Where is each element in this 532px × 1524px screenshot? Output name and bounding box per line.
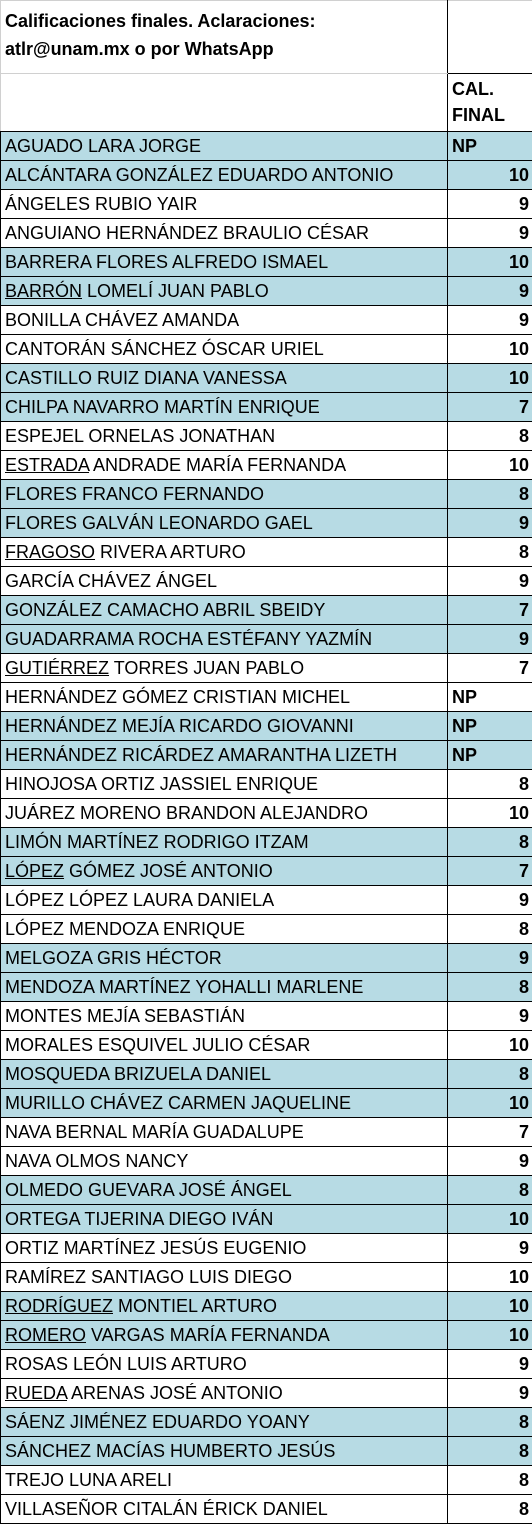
table-row [1,915,532,944]
student-name-cell[interactable] [1,364,448,393]
student-name-cell[interactable] [1,277,448,306]
table-row [1,741,532,770]
student-name-cell[interactable] [1,944,448,973]
student-name: MORALES ESQUIVEL JULIO CÉSAR [5,1035,310,1055]
table-row [1,1466,532,1495]
grade-cell[interactable]: 9 [448,277,532,306]
student-name-cell[interactable] [1,654,448,683]
student-name: MURILLO CHÁVEZ CARMEN JAQUELINE [5,1093,351,1113]
grade-cell[interactable]: 10 [448,1205,532,1234]
student-name: NAVA OLMOS NANCY [5,1151,188,1171]
student-name-cell[interactable] [1,799,448,828]
table-row [1,1263,532,1292]
student-name-cell[interactable] [1,335,448,364]
student-name: AGUADO LARA JORGE [5,136,201,156]
grade-cell[interactable]: 8 [448,973,532,1002]
header-row [1,74,532,132]
student-name: HERNÁNDEZ MEJÍA RICARDO GIOVANNI [5,716,354,736]
grade-cell[interactable]: 9 [448,567,532,596]
student-name-cell[interactable] [1,1292,448,1321]
student-name-cell[interactable] [1,1437,448,1466]
student-name: LOMELÍ JUAN PABLO [82,281,269,301]
table-row [1,1147,532,1176]
student-name-cell[interactable] [1,161,448,190]
student-name: TREJO LUNA ARELI [5,1470,172,1490]
student-name-cell[interactable] [1,567,448,596]
student-name-cell[interactable] [1,1176,448,1205]
student-name: MONTIEL ARTURO [113,1296,277,1316]
grade-cell[interactable]: NP [448,683,532,712]
student-name-cell[interactable] [1,422,448,451]
grade-cell[interactable]: 10 [448,248,532,277]
table-row [1,1350,532,1379]
student-name-cell[interactable] [1,1234,448,1263]
student-name: MELGOZA GRIS HÉCTOR [5,948,222,968]
table-row [1,1060,532,1089]
student-name: HERNÁNDEZ GÓMEZ CRISTIAN MICHEL [5,687,350,707]
student-name: HERNÁNDEZ RICÁRDEZ AMARANTHA LIZETH [5,745,397,765]
underlined-surname: ESTRADA [5,455,89,475]
student-name-cell[interactable] [1,1350,448,1379]
student-name-cell[interactable] [1,596,448,625]
table-row [1,944,532,973]
student-name-cell[interactable] [1,190,448,219]
student-name-cell[interactable] [1,886,448,915]
table-row [1,567,532,596]
grade-cell[interactable]: 7 [448,596,532,625]
grade-cell[interactable]: 8 [448,1495,532,1524]
student-name: VARGAS MARÍA FERNANDA [86,1325,330,1345]
grade-cell[interactable]: 8 [448,1176,532,1205]
underlined-surname: RODRÍGUEZ [5,1296,113,1316]
student-name: LÓPEZ LÓPEZ LAURA DANIELA [5,890,274,910]
header-blank-cell[interactable] [1,74,448,132]
student-name: HINOJOSA ORTIZ JASSIEL ENRIQUE [5,774,318,794]
student-name-cell[interactable] [1,828,448,857]
table-row [1,1292,532,1321]
student-name: JUÁREZ MORENO BRANDON ALEJANDRO [5,803,368,823]
student-name-cell[interactable] [1,132,448,161]
grade-cell[interactable]: 8 [448,480,532,509]
grade-cell[interactable]: 10 [448,364,532,393]
student-name-cell[interactable] [1,480,448,509]
grade-cell[interactable]: 9 [448,306,532,335]
student-name: MONTES MEJÍA SEBASTIÁN [5,1006,245,1026]
student-name-cell[interactable] [1,1089,448,1118]
table-row [1,1031,532,1060]
student-name: ÁNGELES RUBIO YAIR [5,194,197,214]
student-name-cell[interactable] [1,538,448,567]
table-row [1,451,532,480]
underlined-surname: GUTIÉRREZ [5,658,109,678]
student-name: ALCÁNTARA GONZÁLEZ EDUARDO ANTONIO [5,165,393,185]
table-row [1,799,532,828]
grade-cell[interactable]: 9 [448,1234,532,1263]
table-row [1,277,532,306]
grade-cell[interactable]: NP [448,741,532,770]
table-row [1,1002,532,1031]
table-row [1,654,532,683]
table-row [1,1176,532,1205]
table-row [1,973,532,1002]
grade-cell[interactable]: NP [448,712,532,741]
table-row [1,219,532,248]
grade-cell[interactable]: 8 [448,1437,532,1466]
table-row [1,1437,532,1466]
student-name-cell[interactable] [1,1321,448,1350]
underlined-surname: BARRÓN [5,281,82,301]
grade-cell[interactable]: 8 [448,1408,532,1437]
table-row [1,770,532,799]
student-name: NAVA BERNAL MARÍA GUADALUPE [5,1122,304,1142]
table-row [1,306,532,335]
table-row [1,712,532,741]
grade-cell[interactable]: 9 [448,944,532,973]
grade-cell[interactable]: 9 [448,1350,532,1379]
grade-cell[interactable]: 10 [448,799,532,828]
grade-cell[interactable]: 9 [448,625,532,654]
table-row [1,857,532,886]
grade-cell[interactable]: 10 [448,161,532,190]
table-row [1,1234,532,1263]
underlined-surname: RUEDA [5,1383,67,1403]
grade-cell[interactable]: 9 [448,219,532,248]
table-row [1,1321,532,1350]
grade-cell[interactable]: 8 [448,422,532,451]
student-name: ANDRADE MARÍA FERNANDA [89,455,346,475]
grade-cell[interactable]: 10 [448,1089,532,1118]
student-name: OLMEDO GUEVARA JOSÉ ÁNGEL [5,1180,292,1200]
grade-cell[interactable]: 8 [448,1466,532,1495]
student-name: MOSQUEDA BRIZUELA DANIEL [5,1064,271,1084]
table-row [1,1379,532,1408]
grade-cell[interactable]: 8 [448,828,532,857]
grade-cell[interactable]: 9 [448,1147,532,1176]
grade-cell[interactable]: 9 [448,1379,532,1408]
table-row [1,538,532,567]
student-name-cell[interactable] [1,1408,448,1437]
grade-cell[interactable]: 9 [448,190,532,219]
student-name: CHILPA NAVARRO MARTÍN ENRIQUE [5,397,320,417]
student-name-cell[interactable] [1,1060,448,1089]
student-name-cell[interactable] [1,1379,448,1408]
table-row [1,1205,532,1234]
grade-cell[interactable]: 9 [448,886,532,915]
student-name: TORRES JUAN PABLO [109,658,304,678]
table-row [1,625,532,654]
student-name-cell[interactable] [1,973,448,1002]
student-name-cell[interactable] [1,1147,448,1176]
table-row [1,248,532,277]
table-row [1,393,532,422]
grade-cell[interactable]: 7 [448,393,532,422]
student-name-cell[interactable] [1,1205,448,1234]
student-name-cell[interactable] [1,509,448,538]
sheet-title[interactable]: Calificaciones finales. Aclaraciones: atlr@unam.mx o por WhatsApp [1,1,448,74]
student-name: MENDOZA MARTÍNEZ YOHALLI MARLENE [5,977,363,997]
grade-cell[interactable]: 10 [448,1292,532,1321]
underlined-surname: ROMERO [5,1325,86,1345]
student-name-cell[interactable] [1,1002,448,1031]
student-name-cell[interactable] [1,306,448,335]
student-name-cell[interactable] [1,712,448,741]
student-name: GONZÁLEZ CAMACHO ABRIL SBEIDY [5,600,325,620]
student-name: RIVERA ARTURO [95,542,246,562]
table-row [1,364,532,393]
grade-cell[interactable]: 10 [448,1263,532,1292]
grade-cell[interactable]: 9 [448,1002,532,1031]
table-row [1,335,532,364]
table-row [1,161,532,190]
student-name: LIMÓN MARTÍNEZ RODRIGO ITZAM [5,832,309,852]
student-name-cell[interactable] [1,741,448,770]
student-name: ORTEGA TIJERINA DIEGO IVÁN [5,1209,273,1229]
student-name-cell[interactable] [1,915,448,944]
title-blank-cell[interactable] [448,1,532,74]
grade-cell[interactable]: 7 [448,1118,532,1147]
student-name: ANGUIANO HERNÁNDEZ BRAULIO CÉSAR [5,223,369,243]
student-name: ROSAS LEÓN LUIS ARTURO [5,1354,247,1374]
grade-cell[interactable]: 10 [448,451,532,480]
table-row [1,422,532,451]
title-row [1,1,532,74]
student-name-cell[interactable] [1,451,448,480]
student-name: LÓPEZ MENDOZA ENRIQUE [5,919,245,939]
table-row [1,132,532,161]
table-row [1,1118,532,1147]
student-name-cell[interactable] [1,1495,448,1524]
grade-cell[interactable]: 8 [448,538,532,567]
student-name-cell[interactable] [1,770,448,799]
student-name: FLORES FRANCO FERNANDO [5,484,264,504]
sheet-body [1,1,532,1524]
student-name: GÓMEZ JOSÉ ANTONIO [64,861,273,881]
student-name-cell[interactable] [1,857,448,886]
grade-column-header[interactable]: CAL. FINAL [448,74,532,132]
table-row [1,828,532,857]
grade-cell[interactable]: 10 [448,1031,532,1060]
underlined-surname: FRAGOSO [5,542,95,562]
student-name: CASTILLO RUIZ DIANA VANESSA [5,368,287,388]
table-row [1,886,532,915]
table-row [1,190,532,219]
student-name-cell[interactable] [1,1466,448,1495]
student-name: BONILLA CHÁVEZ AMANDA [5,310,239,330]
grade-cell[interactable]: 8 [448,770,532,799]
student-name: CANTORÁN SÁNCHEZ ÓSCAR URIEL [5,339,324,359]
student-name: SÁENZ JIMÉNEZ EDUARDO YOANY [5,1412,310,1432]
student-name-cell[interactable] [1,625,448,654]
table-row [1,683,532,712]
student-name-cell[interactable] [1,1118,448,1147]
grade-cell[interactable]: 9 [448,509,532,538]
student-name: BARRERA FLORES ALFREDO ISMAEL [5,252,328,272]
table-row [1,509,532,538]
table-row [1,480,532,509]
table-row [1,1408,532,1437]
table-row [1,596,532,625]
student-name: SÁNCHEZ MACÍAS HUMBERTO JESÚS [5,1441,335,1461]
underlined-surname: LÓPEZ [5,861,64,881]
grade-cell[interactable]: 7 [448,654,532,683]
student-name: VILLASEÑOR CITALÁN ÉRICK DANIEL [5,1499,328,1519]
student-name: RAMÍREZ SANTIAGO LUIS DIEGO [5,1267,292,1287]
grade-cell[interactable]: 8 [448,915,532,944]
student-name: ARENAS JOSÉ ANTONIO [67,1383,283,1403]
grade-cell[interactable]: 10 [448,335,532,364]
student-name-cell[interactable] [1,1263,448,1292]
student-name-cell[interactable] [1,248,448,277]
grade-cell[interactable]: 10 [448,1321,532,1350]
table-row [1,1089,532,1118]
student-name-cell[interactable] [1,683,448,712]
student-name: GARCÍA CHÁVEZ ÁNGEL [5,571,217,591]
student-name: ESPEJEL ORNELAS JONATHAN [5,426,275,446]
student-name: FLORES GALVÁN LEONARDO GAEL [5,513,313,533]
student-name-cell[interactable] [1,219,448,248]
grade-cell[interactable]: 7 [448,857,532,886]
student-name-cell[interactable] [1,393,448,422]
grade-cell[interactable]: 8 [448,1060,532,1089]
table-row [1,1495,532,1524]
grade-cell[interactable]: NP [448,132,532,161]
student-name-cell[interactable] [1,1031,448,1060]
student-name: ORTIZ MARTÍNEZ JESÚS EUGENIO [5,1238,306,1258]
student-name: GUADARRAMA ROCHA ESTÉFANY YAZMÍN [5,629,372,649]
